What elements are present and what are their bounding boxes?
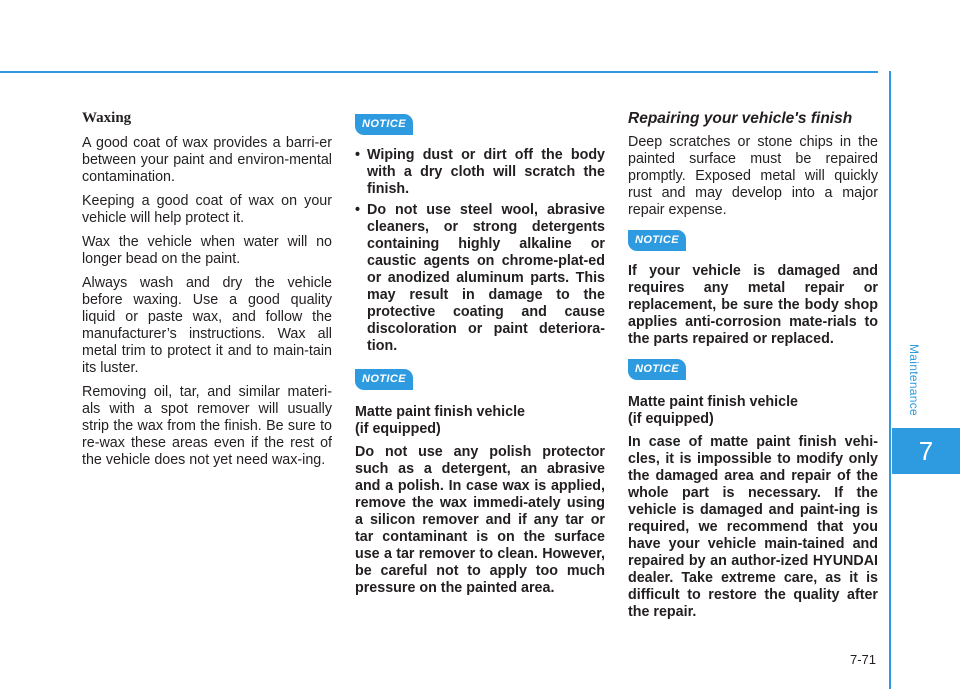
paragraph: A good coat of wax provides a barri-er between your paint and environ-mental contamination. xyxy=(82,135,332,185)
column-waxing xyxy=(82,110,332,476)
paragraph: Always wash and dry the vehicle before waxing. Use a good quality liquid or paste wax, and follow the manufacturer’s instructions. Wax all metal trim to protect it and to main-tain its luster. xyxy=(82,275,332,376)
subheading-line: (if equipped) xyxy=(628,411,714,427)
paragraph: Removing oil, tar, and similar materi-als with a spot remover will usually strip the wax from the finish. Be sure to re-wax these areas even if the rest of the vehicle does not yet need wax-ing. xyxy=(82,384,332,468)
subheading-matte-paint xyxy=(628,394,878,428)
column-repairing xyxy=(628,110,878,628)
page-number: 7-71 xyxy=(849,652,876,667)
notice-body: If your vehicle is damaged and requires any metal repair or replacement, be sure the body shop applies anti-corrosion mate-rials to the parts repaired or replaced. xyxy=(628,263,878,347)
paragraph: Deep scratches or stone chips in the painted surface must be repaired promptly. Exposed metal will quickly rust and may develop into a major repair expense. xyxy=(628,134,878,218)
chapter-label: Maintenance xyxy=(907,343,921,416)
subheading-line: Matte paint finish vehicle xyxy=(628,394,799,410)
paragraph: Wax the vehicle when water will no longer bead on the paint. xyxy=(82,234,332,267)
column-notices xyxy=(355,110,605,604)
top-rule xyxy=(0,71,878,73)
subheading-line: Matte paint finish vehicle xyxy=(355,404,526,420)
chapter-number: 7 xyxy=(892,428,960,474)
subheading-matte-paint xyxy=(355,404,605,438)
list-item: • Do not use steel wool, abrasive cleaners, or strong detergents containing highly alkaline or caustic agents on chrome-plat-ed or anodized aluminum parts. This may result in damage to the protective coating and cause discoloration or paint deteriora-tion. xyxy=(355,202,605,355)
notice-body: In case of matte paint finish vehi-cles, it is impossible to modify only the damaged area and repair of the whole part is necessary. If the vehicle is damaged and paint-ing is required, we recommend that you have your vehicle main-tained and repaired by an author-ized HYUNDAI dealer. Take extreme care, as it is difficult to restore the quality after the repair. xyxy=(628,434,878,620)
section-heading-waxing: Waxing xyxy=(82,110,132,126)
notice-body: Do not use any polish protector such as a detergent, an abrasive and a polish. In case wax is applied, remove the wax immedi-ately using a silicon remover and if any tar or tar contaminant is on the surface use a tar remover to clean. However, be careful not to apply too much pressure on the painted area. xyxy=(355,444,605,596)
section-heading-repairing: Repairing your vehicle's finish xyxy=(628,110,853,127)
notice-bullet-list xyxy=(355,147,605,355)
paragraph: Keeping a good coat of wax on your vehicle will help protect it. xyxy=(82,193,332,226)
notice-badge: NOTICE xyxy=(628,230,686,251)
notice-badge: NOTICE xyxy=(355,369,413,390)
notice-badge: NOTICE xyxy=(628,359,686,380)
subheading-line: (if equipped) xyxy=(355,421,441,437)
notice-badge: NOTICE xyxy=(355,114,413,135)
list-item: • Wiping dust or dirt off the body with a dry cloth will scratch the finish. xyxy=(355,147,605,198)
side-rule xyxy=(889,71,891,689)
